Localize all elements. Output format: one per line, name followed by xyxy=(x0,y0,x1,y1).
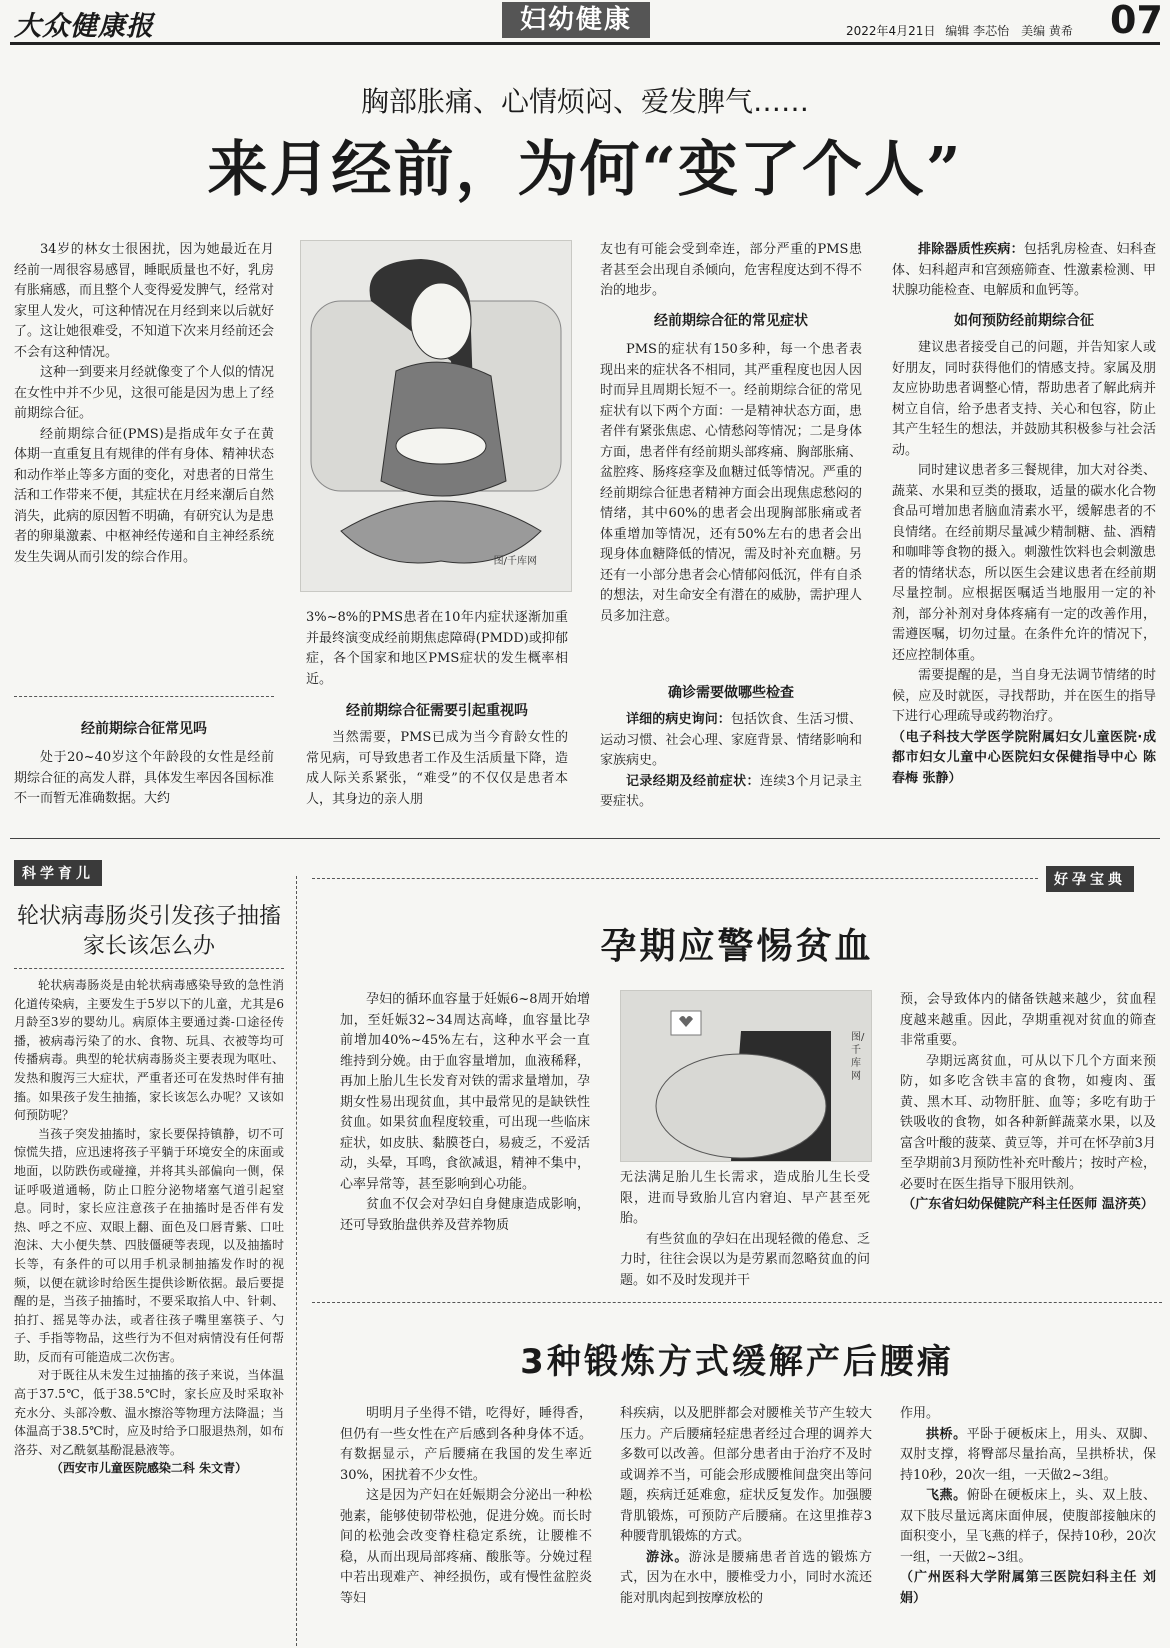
newspaper-logo: 大众健康报 xyxy=(14,11,154,42)
paragraph: 当然需要，PMS已成为当今育龄女性的常见病，可导致患者工作及生活质量下降，造成人际关系紧张，“难受”的不仅仅是患者本人，其身边的亲人朋 xyxy=(306,730,568,807)
paragraph-text: 平卧于硬板床上，用头、双脚、双肘支撑，将臀部尽量抬高，呈拱桥状，保持10秒，20次一组，一天做2~3组。 xyxy=(900,1426,1156,1483)
paragraph: 需要提醒的是，当自身无法调节情绪的时候，应及时就医，寻找帮助，并在医生的指导下进行心理疏导或药物治疗。 xyxy=(892,668,1156,724)
paragraph-text: 游泳是腰痛患者首选的锻炼方式，因为在水中，腰椎受力小，同时水流还能对肌肉起到按摩放松的 xyxy=(620,1549,872,1606)
article4-column-3 xyxy=(900,1404,1156,1609)
bold-lead: 详细的病史询问： xyxy=(626,712,731,727)
byline: （广东省妇幼保健院产科主任医师 温济英） xyxy=(902,1197,1154,1212)
article1-column-1 xyxy=(14,240,274,568)
pms-illustration xyxy=(300,240,572,592)
paragraph: 同时建议患者多三餐规律，加大对谷类、蔬菜、水果和豆类的摄取，适量的碳水化合物食品可增加患者脑血清素水平，缓解患者的不良情绪。在经前期尽量减少精制糖、盐、酒精和咖啡等食物的摄入。刺激性饮料也会刺激患者的情绪状态，所以医生会建议患者在经前期尽量控制。应根据医嘱适当地服用一定的补剂，部分补剂对身体疼痛有一定的改善作用，需遵医嘱，切勿过量。在条件允许的情况下，还应控制体重。 xyxy=(892,463,1156,663)
bold-lead: 游泳。 xyxy=(646,1549,689,1565)
article4-column-1 xyxy=(340,1404,592,1609)
article1-column-4b xyxy=(892,338,1156,789)
article2-headline xyxy=(14,902,284,962)
article3-column-2 xyxy=(620,1168,870,1291)
paragraph: 孕妇的循环血容量于妊娠6~8周开始增加，至妊娠32~34周达高峰，血容量比孕前增加40%~45%左右，这种水平会一直维持到分娩。由于血容量增加，血液稀释，再加上胎儿生长发育对铁的需求量增加，孕期女性易出现贫血，其中最常见的是缺铁性贫血。如果贫血程度较重，可出现一些临床症状，如皮肤、黏膜苍白，易疲乏，不爱活动，头晕，耳鸣，食欲减退，精神不集中，心率异常等，甚至影响到心功能。 xyxy=(340,992,590,1192)
bold-lead: 排除器质性疾病： xyxy=(918,242,1024,257)
column-tag-science-parenting: 科学育儿 xyxy=(14,860,102,886)
divider xyxy=(14,968,284,969)
paragraph: 34岁的林女士很困扰，因为她最近在月经前一周很容易感冒，睡眠质量也不好，乳房有胀痛感，而且整个人变得爱发脾气，经常对家里人发火，可这种情况在月经到来以后就好了。这让她很难受，不知道下次来月经前还会不会有这种情况。 xyxy=(14,242,275,360)
page-number: 07 xyxy=(1110,0,1163,42)
article4-column-2 xyxy=(620,1404,872,1609)
paragraph-text: 包括饮食、生活习惯、运动习惯、社会心理、家庭背景、情绪影响和家族病史。 xyxy=(600,712,862,768)
bold-lead: 拱桥。 xyxy=(926,1426,967,1442)
paragraph xyxy=(900,1425,1156,1487)
headline-line: 轮状病毒肠炎引发孩子抽搐 xyxy=(16,904,281,929)
paragraph: 友也有可能会受到牵连，部分严重的PMS患者甚至会出现自杀倾向，危害程度达到不得不治的地步。 xyxy=(600,242,862,298)
article1-column-2 xyxy=(306,608,568,690)
article3-headline: 孕期应警惕贫血 xyxy=(600,926,874,967)
masthead-rule xyxy=(10,42,1160,45)
article1-column-1b xyxy=(14,748,274,810)
bold-lead: 飞燕。 xyxy=(926,1488,967,1503)
paragraph: 明明月子坐得不错，吃得好，睡得香，但仍有一些女性在产后感到各种身体不适。有数据显示，产后腰痛在我国的发生率近30%，困扰着不少女性。 xyxy=(340,1406,592,1483)
paragraph: 这种一到要来月经就像变了个人似的情况在女性中并不少见，这很可能是因为患上了经前期综合征。 xyxy=(14,365,275,421)
issue-info xyxy=(846,22,1073,39)
paragraph: 科疾病，以及肥胖都会对腰椎关节产生较大压力。产后腰痛轻症患者经过合理的调养大多数可以改善。但部分患者由于治疗不及时或调养不当，可能会形成腰椎间盘突出等问题，疾病迁延难愈，症状反复发作。加强腰背肌锻炼，可预防产后腰痛。在这里推荐3种腰背肌锻炼的方式。 xyxy=(620,1406,872,1544)
article1-column-3 xyxy=(600,240,862,302)
paragraph: 这是因为产妇在妊娠期会分泌出一种松弛素，能够使韧带松弛，促进分娩。而长时间的松弛会改变脊柱稳定系统，让腰椎不稳，从而出现局部疼痛、酸胀等。分娩过程中若出现难产、神经损伤，或有慢性盆腔炎等妇 xyxy=(340,1488,592,1606)
bold-lead: 记录经期及经前症状： xyxy=(626,773,760,789)
paragraph-text: 连续3个月记录主要症状。 xyxy=(600,773,862,809)
headline-line: 家长该怎么办 xyxy=(82,934,215,959)
column-divider xyxy=(296,876,297,1646)
article4-headline: 3种锻炼方式缓解产后腰痛 xyxy=(520,1342,954,1382)
woman-holding-stomach-figure xyxy=(301,241,571,591)
paragraph xyxy=(600,772,862,813)
article3-column-3 xyxy=(900,990,1156,1216)
article1-column-4 xyxy=(892,240,1156,302)
paragraph-text: 包括乳房检查、妇科查体、妇科超声和宫颈癌筛查、性激素检测、甲状腺功能检查、电解质和血钙等。 xyxy=(892,242,1156,298)
paragraph-text: 俯卧在硬板床上，头、双上肢、双下肢尽量远离床面伸展，使腹部接触床的面积变小，呈飞燕的样子，保持10秒，20次一组，一天做2~3组。 xyxy=(900,1488,1156,1565)
paragraph: 经前期综合征(PMS)是指成年女子在黄体期一直重复且有规律的伴有身体、精神状态和动作举止等多方面的变化，对患者的日常生活和工作带来不便，其症状在月经来潮后自然消失，此病的原因暂不明确，有研究认为是患者的卵巢激素、中枢神经传递和自主神经系统发生失调从而引发的综合作用。 xyxy=(14,426,275,565)
divider xyxy=(14,696,274,697)
paragraph: PMS的症状有150多种，每一个患者表现出来的症状各不相同，其严重程度也因人因时而异且周期长短不一。经前期综合征的常见症状有以下两个方面：一是精神状态方面，患者伴有紧张焦虑、心情愁闷等情况；二是身体方面，患者伴有经前期头部疼痛、胸部胀痛、盆腔疼、肠疼痉挛及血糖过低等情况。严重的经前期综合征患者精神方面会出现焦虑愁闷的情绪，其中60%的患者会出现胸部胀痛或者体重增加等情况，还有50%左右的患者会出现身体血糖降低的情况，需及时补充血糖。另还有一小部分患者会心情郁闷低沉，伴有自杀的想法，对生命安全有潜在的威胁，需护理人员多加注意。 xyxy=(600,342,862,624)
divider xyxy=(312,1302,1162,1303)
byline: （电子科技大学医学院附属妇女儿童医院·成都市妇女儿童中心医院妇女保健指导中心 陈春梅 张静） xyxy=(892,729,1156,786)
pregnant-belly-photo xyxy=(620,990,872,1162)
paragraph: 作用。 xyxy=(900,1406,940,1421)
paragraph xyxy=(620,1548,872,1610)
subheading-diagnosis: 确诊需要做哪些检查 xyxy=(668,685,794,701)
article2-body xyxy=(14,976,284,1478)
byline: （广州医科大学附属第三医院妇科主任 刘娟） xyxy=(900,1570,1156,1606)
section-banner xyxy=(502,2,650,38)
article1-column-3c xyxy=(600,710,862,813)
photo-credit: 图/千库网 xyxy=(493,556,537,567)
subheading-attention: 经前期综合征需要引起重视吗 xyxy=(346,703,528,719)
byline: （西安市儿童医院感染二科 朱文青） xyxy=(50,1461,248,1476)
article1-column-3b xyxy=(600,340,862,627)
paragraph: 孕期远离贫血，可从以下几个方面来预防，如多吃含铁丰富的食物，如瘦肉、蛋黄、黑木耳、动物肝脏、血等；多吃有助于铁吸收的食物，如各种新鲜蔬菜水果，以及富含叶酸的菠菜、黄豆等，并可在怀孕前3月至孕期前3月预防性补充叶酸片；按时产检，必要时在医生指导下服用铁剂。 xyxy=(900,1053,1156,1192)
column-tag-pregnancy: 好孕宝典 xyxy=(1046,866,1134,892)
article1-headline: 来月经前，为何“变了个人” xyxy=(207,135,963,205)
divider xyxy=(312,878,1038,879)
subheading-symptoms: 经前期综合征的常见症状 xyxy=(654,313,808,329)
subheading-prevention: 如何预防经前期综合征 xyxy=(954,313,1094,329)
section-title: 妇幼健康 xyxy=(519,5,632,35)
editor-credits: 编辑 李芯怡 美编 黄希 xyxy=(945,24,1073,38)
paragraph: 轮状病毒肠炎是由轮状病毒感染导致的急性消化道传染病，主要发生于5岁以下的儿童，尤其是6月龄至3岁的婴幼儿。病原体主要通过粪-口途径传播，被病毒污染了的水、食物、玩具、衣被等均可传播病毒。典型的轮状病毒肠炎主要表现为呕吐、发热和腹泻三大症状，严重者还可在发热时伴有抽搐。如果孩子发生抽搐，家长该怎么办呢？又该如何预防呢？ xyxy=(14,978,284,1123)
article1-kicker: 胸部胀痛、心情烦闷、爱发脾气…… xyxy=(360,85,809,118)
section-divider xyxy=(10,838,1160,839)
paragraph: 对于既往从未发生过抽搐的孩子来说，当体温高于37.5℃，低于38.5℃时，家长应及时采取补充水分、头部冷敷、温水擦浴等物理方法降温；当体温高于38.5℃时，应及时给予口服退热剂，如布洛芬、对乙酰氨基酚混悬液等。 xyxy=(14,1368,284,1457)
paragraph xyxy=(600,710,862,772)
photo-credit: 图/千库网 xyxy=(851,1032,865,1082)
article3-column-1 xyxy=(340,990,590,1236)
issue-date: 2022年4月21日 xyxy=(846,24,936,38)
paragraph: 贫血不仅会对孕妇自身健康造成影响，还可导致胎盘供养及营养物质 xyxy=(340,1197,590,1233)
paragraph: 处于20~40岁这个年龄段的女性是经前期综合征的高发人群，具体发生率因各国标准不一而暂无准确数据。大约 xyxy=(14,750,275,806)
paragraph xyxy=(900,1486,1156,1568)
masthead xyxy=(0,0,1170,44)
pregnancy-belly-figure xyxy=(621,991,871,1161)
paragraph: 3%~8%的PMS患者在10年内症状逐渐加重并最终演变成经前期焦虑障碍(PMDD)或抑郁症，各个国家和地区PMS症状的发生概率相近。 xyxy=(306,610,568,687)
paragraph: 无法满足胎儿生长需求，造成胎儿生长受限，进而导致胎儿宫内窘迫、早产甚至死胎。 xyxy=(620,1170,870,1226)
paragraph: 有些贫血的孕妇在出现轻微的倦怠、乏力时，往往会误以为是劳累而忽略贫血的问题。如不及时发现并干 xyxy=(620,1231,870,1288)
paragraph: 建议患者接受自己的问题，并告知家人或好朋友，同时获得他们的情感支持。家属及朋友应协助患者调整心情，帮助患者了解此病并树立自信，给予患者支持、关心和包容，防止其产生轻生的想法，并鼓励其积极参与社会活动。 xyxy=(892,340,1156,458)
paragraph: 预，会导致体内的储备铁越来越少，贫血程度越来越重。因此，孕期重视对贫血的筛查非常重要。 xyxy=(900,992,1156,1048)
paragraph: 当孩子突发抽搐时，家长要保持镇静，切不可惊慌失措，应迅速将孩子平躺于环境安全的床面或地面，以防跌伤或碰撞，并将其头部偏向一侧，保证呼吸道通畅，防止口腔分泌物堵塞气道引起窒息。同时，家长应注意孩子在抽搐时是否伴有发热、呼之不应、双眼上翻、面色及口唇青紫、口吐泡沫、大小便失禁、四肢僵硬等表现，以及抽搐时长等，有条件的可以用手机录制抽搐发作时的视频，以便在就诊时给医生提供诊断依据。最后要提醒的是，当孩子抽搐时，不要采取掐人中、针刺、拍打、摇晃等办法，或者往孩子嘴里塞筷子、勺子、手指等物品，这些行为不但对病情没有任何帮助，反而有可能造成二次伤害。 xyxy=(14,1126,284,1364)
article1-column-2b xyxy=(306,728,568,810)
paragraph xyxy=(892,240,1156,302)
subheading-common: 经前期综合征常见吗 xyxy=(81,721,207,737)
